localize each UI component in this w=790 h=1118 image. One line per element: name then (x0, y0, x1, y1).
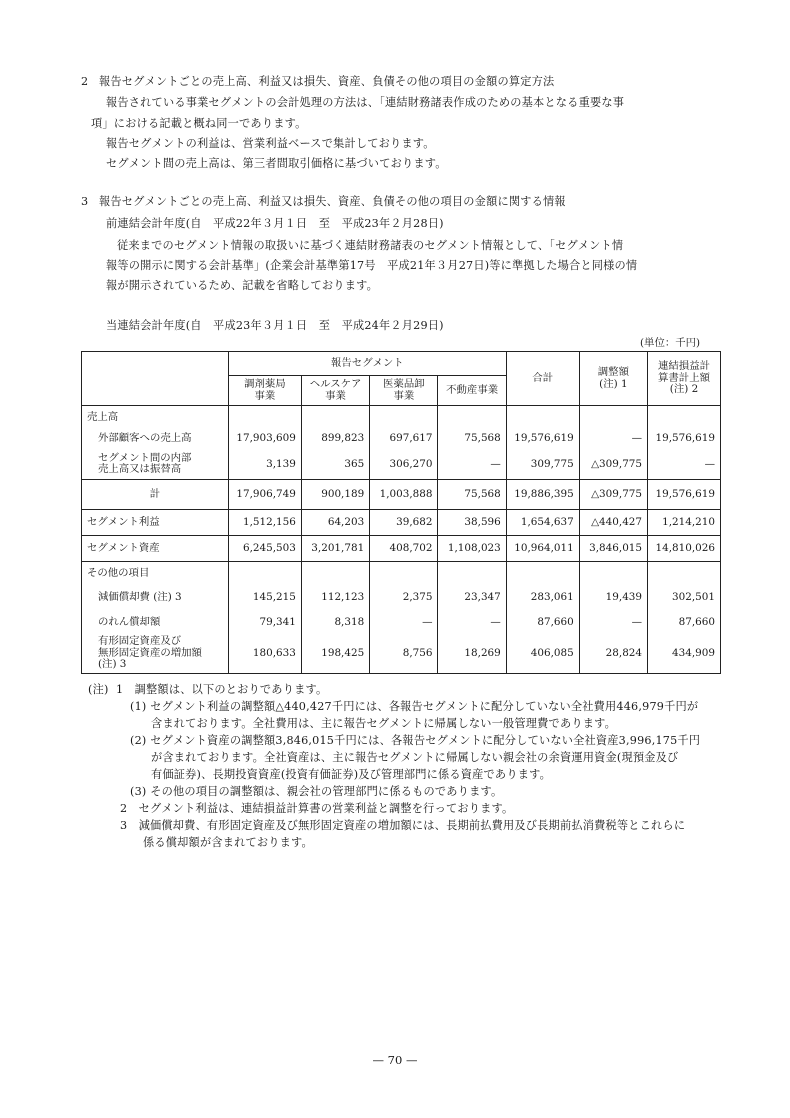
cell-value: 17,906,749 (228, 480, 301, 510)
cell-value: 3,201,781 (301, 536, 369, 562)
note-text: その他の項目の調整額は、親会社の管理部門に係るものであります。 (150, 785, 503, 798)
note-1-2-cont: 有価証券)、長期投資資産(投資有価証券)及び管理部門に係る資産であります。 (151, 768, 551, 781)
note-number: 2 (120, 802, 128, 815)
cell-value: 145,215 (228, 584, 301, 612)
heading-text: 報告セグメントごとの売上高、利益又は損失、資産、負債その他の項目の金額の算定方法 (99, 75, 555, 88)
row-intersegment-sales (82, 450, 721, 480)
note-1-2 (130, 735, 700, 746)
row-label: 計 (82, 480, 229, 510)
cell-value: 19,886,395 (506, 480, 579, 510)
note-1 (88, 684, 327, 695)
row-label: セグメント利益 (82, 510, 229, 536)
note-prefix: (注) (88, 683, 109, 696)
note-number: 3 (120, 819, 128, 832)
cell-value: 87,660 (506, 612, 579, 634)
cell-value: 309,775 (506, 450, 579, 480)
row-other-header (82, 562, 721, 584)
cell-value: △440,427 (579, 510, 647, 536)
cell-value: 18,269 (438, 634, 506, 674)
note-1-3 (130, 786, 502, 797)
row-depreciation (82, 584, 721, 612)
cell-value (228, 406, 301, 428)
header-segment-healthcare: ヘルスケア 事業 (301, 376, 369, 406)
section-2-heading (81, 76, 554, 87)
cell-value: — (579, 612, 647, 634)
header-segment-realestate: 不動産事業 (438, 376, 506, 406)
note-number: 1 (116, 683, 124, 696)
cell-value: △309,775 (579, 450, 647, 480)
paragraph: 従来までのセグメント情報の取扱いに基づく連結財務諸表のセグメント情報として、「セグメント情 (117, 239, 624, 252)
paragraph: 報告セグメントの利益は、営業利益ベースで集計しております。 (106, 137, 435, 150)
cell-value (301, 406, 369, 428)
header-total: 合計 (506, 352, 579, 406)
section-number: 3 (81, 195, 89, 208)
note-text: セグメント資産の調整額3,846,015千円には、各報告セグメントに配分していない全社資産3,996,175千円 (150, 734, 701, 747)
paragraph: 報が開示されているため、記載を省略しております。 (106, 279, 378, 292)
row-external-sales (82, 428, 721, 450)
row-label: のれん償却額 (82, 612, 229, 634)
cell-value (301, 562, 369, 584)
note-1-1 (130, 701, 698, 712)
cell-value: 434,909 (648, 634, 721, 674)
cell-value: 6,245,503 (228, 536, 301, 562)
cell-value: 8,318 (301, 612, 369, 634)
row-segment-assets (82, 536, 721, 562)
row-label: セグメント資産 (82, 536, 229, 562)
cell-value: 180,633 (228, 634, 301, 674)
cell-value: 1,654,637 (506, 510, 579, 536)
cell-value: 75,568 (438, 428, 506, 450)
row-capex-increase (82, 634, 721, 674)
cell-value: — (438, 612, 506, 634)
header-blank (82, 352, 229, 406)
header-consolidated: 連結損益計 算書計上額 (注) 2 (648, 352, 721, 406)
cell-value (506, 562, 579, 584)
unit-label: (単位：千円) (640, 337, 701, 349)
cell-value: 75,568 (438, 480, 506, 510)
cell-value: 87,660 (648, 612, 721, 634)
row-label: 外部顧客への売上高 (82, 428, 229, 450)
cell-value (370, 406, 438, 428)
table-body (82, 406, 721, 674)
header-segment-wholesale: 医薬品卸 事業 (370, 376, 438, 406)
cell-value (506, 406, 579, 428)
heading-text: 報告セグメントごとの売上高、利益又は損失、資産、負債その他の項目の金額に関する情報 (99, 195, 566, 208)
paragraph: 報告されている事業セグメントの会計処理の方法は、「連結財務諸表作成のための基本となる重要な事 (106, 96, 625, 109)
cell-value: 19,576,619 (648, 428, 721, 450)
row-segment-profit (82, 510, 721, 536)
cell-value: 23,347 (438, 584, 506, 612)
note-number: (1) (130, 700, 147, 713)
cell-value: 3,846,015 (579, 536, 647, 562)
row-sales-header (82, 406, 721, 428)
cell-value: 1,108,023 (438, 536, 506, 562)
cell-value (438, 562, 506, 584)
segment-table (81, 351, 721, 674)
cell-value: 19,576,619 (506, 428, 579, 450)
paragraph: セグメント間の売上高は、第三者間取引価格に基づいております。 (106, 157, 447, 170)
current-period-label: 当連結会計年度(自 平成23年３月１日 至 平成24年２月29日) (106, 319, 444, 332)
header-reportable-segments: 報告セグメント (228, 352, 506, 376)
cell-value: 697,617 (370, 428, 438, 450)
note-1-1-cont: 含まれております。全社費用は、主に報告セグメントに帰属しない一般管理費であります。 (151, 717, 616, 730)
cell-value: 1,003,888 (370, 480, 438, 510)
cell-value: 1,512,156 (228, 510, 301, 536)
note-1-2-cont: が含まれております。全社資産は、主に報告セグメントに帰属しない親会社の余資運用資金(現預金及び (151, 751, 679, 764)
cell-value: 365 (301, 450, 369, 480)
cell-value (648, 406, 721, 428)
cell-value: — (370, 612, 438, 634)
row-label: 有形固定資産及び 無形固定資産の増加額 (注) 3 (82, 634, 229, 674)
cell-value: 306,270 (370, 450, 438, 480)
cell-value: 19,439 (579, 584, 647, 612)
row-label: セグメント間の内部 売上高又は振替高 (82, 450, 229, 480)
section-number: 2 (81, 75, 89, 88)
cell-value: 406,085 (506, 634, 579, 674)
cell-value: 10,964,011 (506, 536, 579, 562)
cell-value: 38,596 (438, 510, 506, 536)
note-number: (2) (130, 734, 147, 747)
note-number: (3) (130, 785, 147, 798)
row-label: 売上高 (82, 406, 229, 428)
note-3 (120, 820, 685, 831)
cell-value: 2,375 (370, 584, 438, 612)
cell-value: — (438, 450, 506, 480)
note-text: 調整額は、以下のとおりであります。 (134, 683, 328, 696)
row-label: 減価償却費 (注) 3 (82, 584, 229, 612)
header-adjustment: 調整額 (注) 1 (579, 352, 647, 406)
cell-value (438, 406, 506, 428)
note-3-cont: 係る償却額が含まれております。 (143, 836, 313, 849)
cell-value: 19,576,619 (648, 480, 721, 510)
row-goodwill-amortization (82, 612, 721, 634)
cell-value: 900,189 (301, 480, 369, 510)
row-label: その他の項目 (82, 562, 229, 584)
cell-value: 1,214,210 (648, 510, 721, 536)
cell-value: 79,341 (228, 612, 301, 634)
cell-value: 17,903,609 (228, 428, 301, 450)
cell-value: 198,425 (301, 634, 369, 674)
cell-value (228, 562, 301, 584)
section-3-heading (81, 196, 566, 207)
cell-value: 302,501 (648, 584, 721, 612)
note-text: セグメント利益の調整額△440,427千円には、各報告セグメントに配分していない全社費用446,979千円が (150, 700, 699, 713)
note-text: セグメント利益は、連結損益計算書の営業利益と調整を行っております。 (138, 802, 514, 815)
cell-value: 899,823 (301, 428, 369, 450)
page-number: — 70 — (372, 1053, 418, 1067)
cell-value: 14,810,026 (648, 536, 721, 562)
cell-value: △309,775 (579, 480, 647, 510)
paragraph: 報等の開示に関する会計基準」(企業会計基準第17号 平成21年３月27日)等に準拠した場合と同様の情 (106, 259, 638, 272)
cell-value: 64,203 (301, 510, 369, 536)
prior-period-label: 前連結会計年度(自 平成22年３月１日 至 平成23年２月28日) (106, 217, 444, 230)
cell-value (648, 562, 721, 584)
cell-value: 408,702 (370, 536, 438, 562)
cell-value: 3,139 (228, 450, 301, 480)
cell-value: 283,061 (506, 584, 579, 612)
cell-value: 112,123 (301, 584, 369, 612)
header-segment-pharmacy: 調剤薬局 事業 (228, 376, 301, 406)
paragraph: 項」における記載と概ね同一であります。 (91, 117, 307, 130)
cell-value: — (648, 450, 721, 480)
cell-value (370, 562, 438, 584)
row-sales-total (82, 480, 721, 510)
cell-value: 39,682 (370, 510, 438, 536)
cell-value: — (579, 428, 647, 450)
cell-value: 28,824 (579, 634, 647, 674)
cell-value (579, 562, 647, 584)
note-text: 減価償却費、有形固定資産及び無形固定資産の増加額には、長期前払費用及び長期前払消費税等とこれらに (138, 819, 686, 832)
cell-value (579, 406, 647, 428)
cell-value: 8,756 (370, 634, 438, 674)
note-2 (120, 803, 513, 814)
